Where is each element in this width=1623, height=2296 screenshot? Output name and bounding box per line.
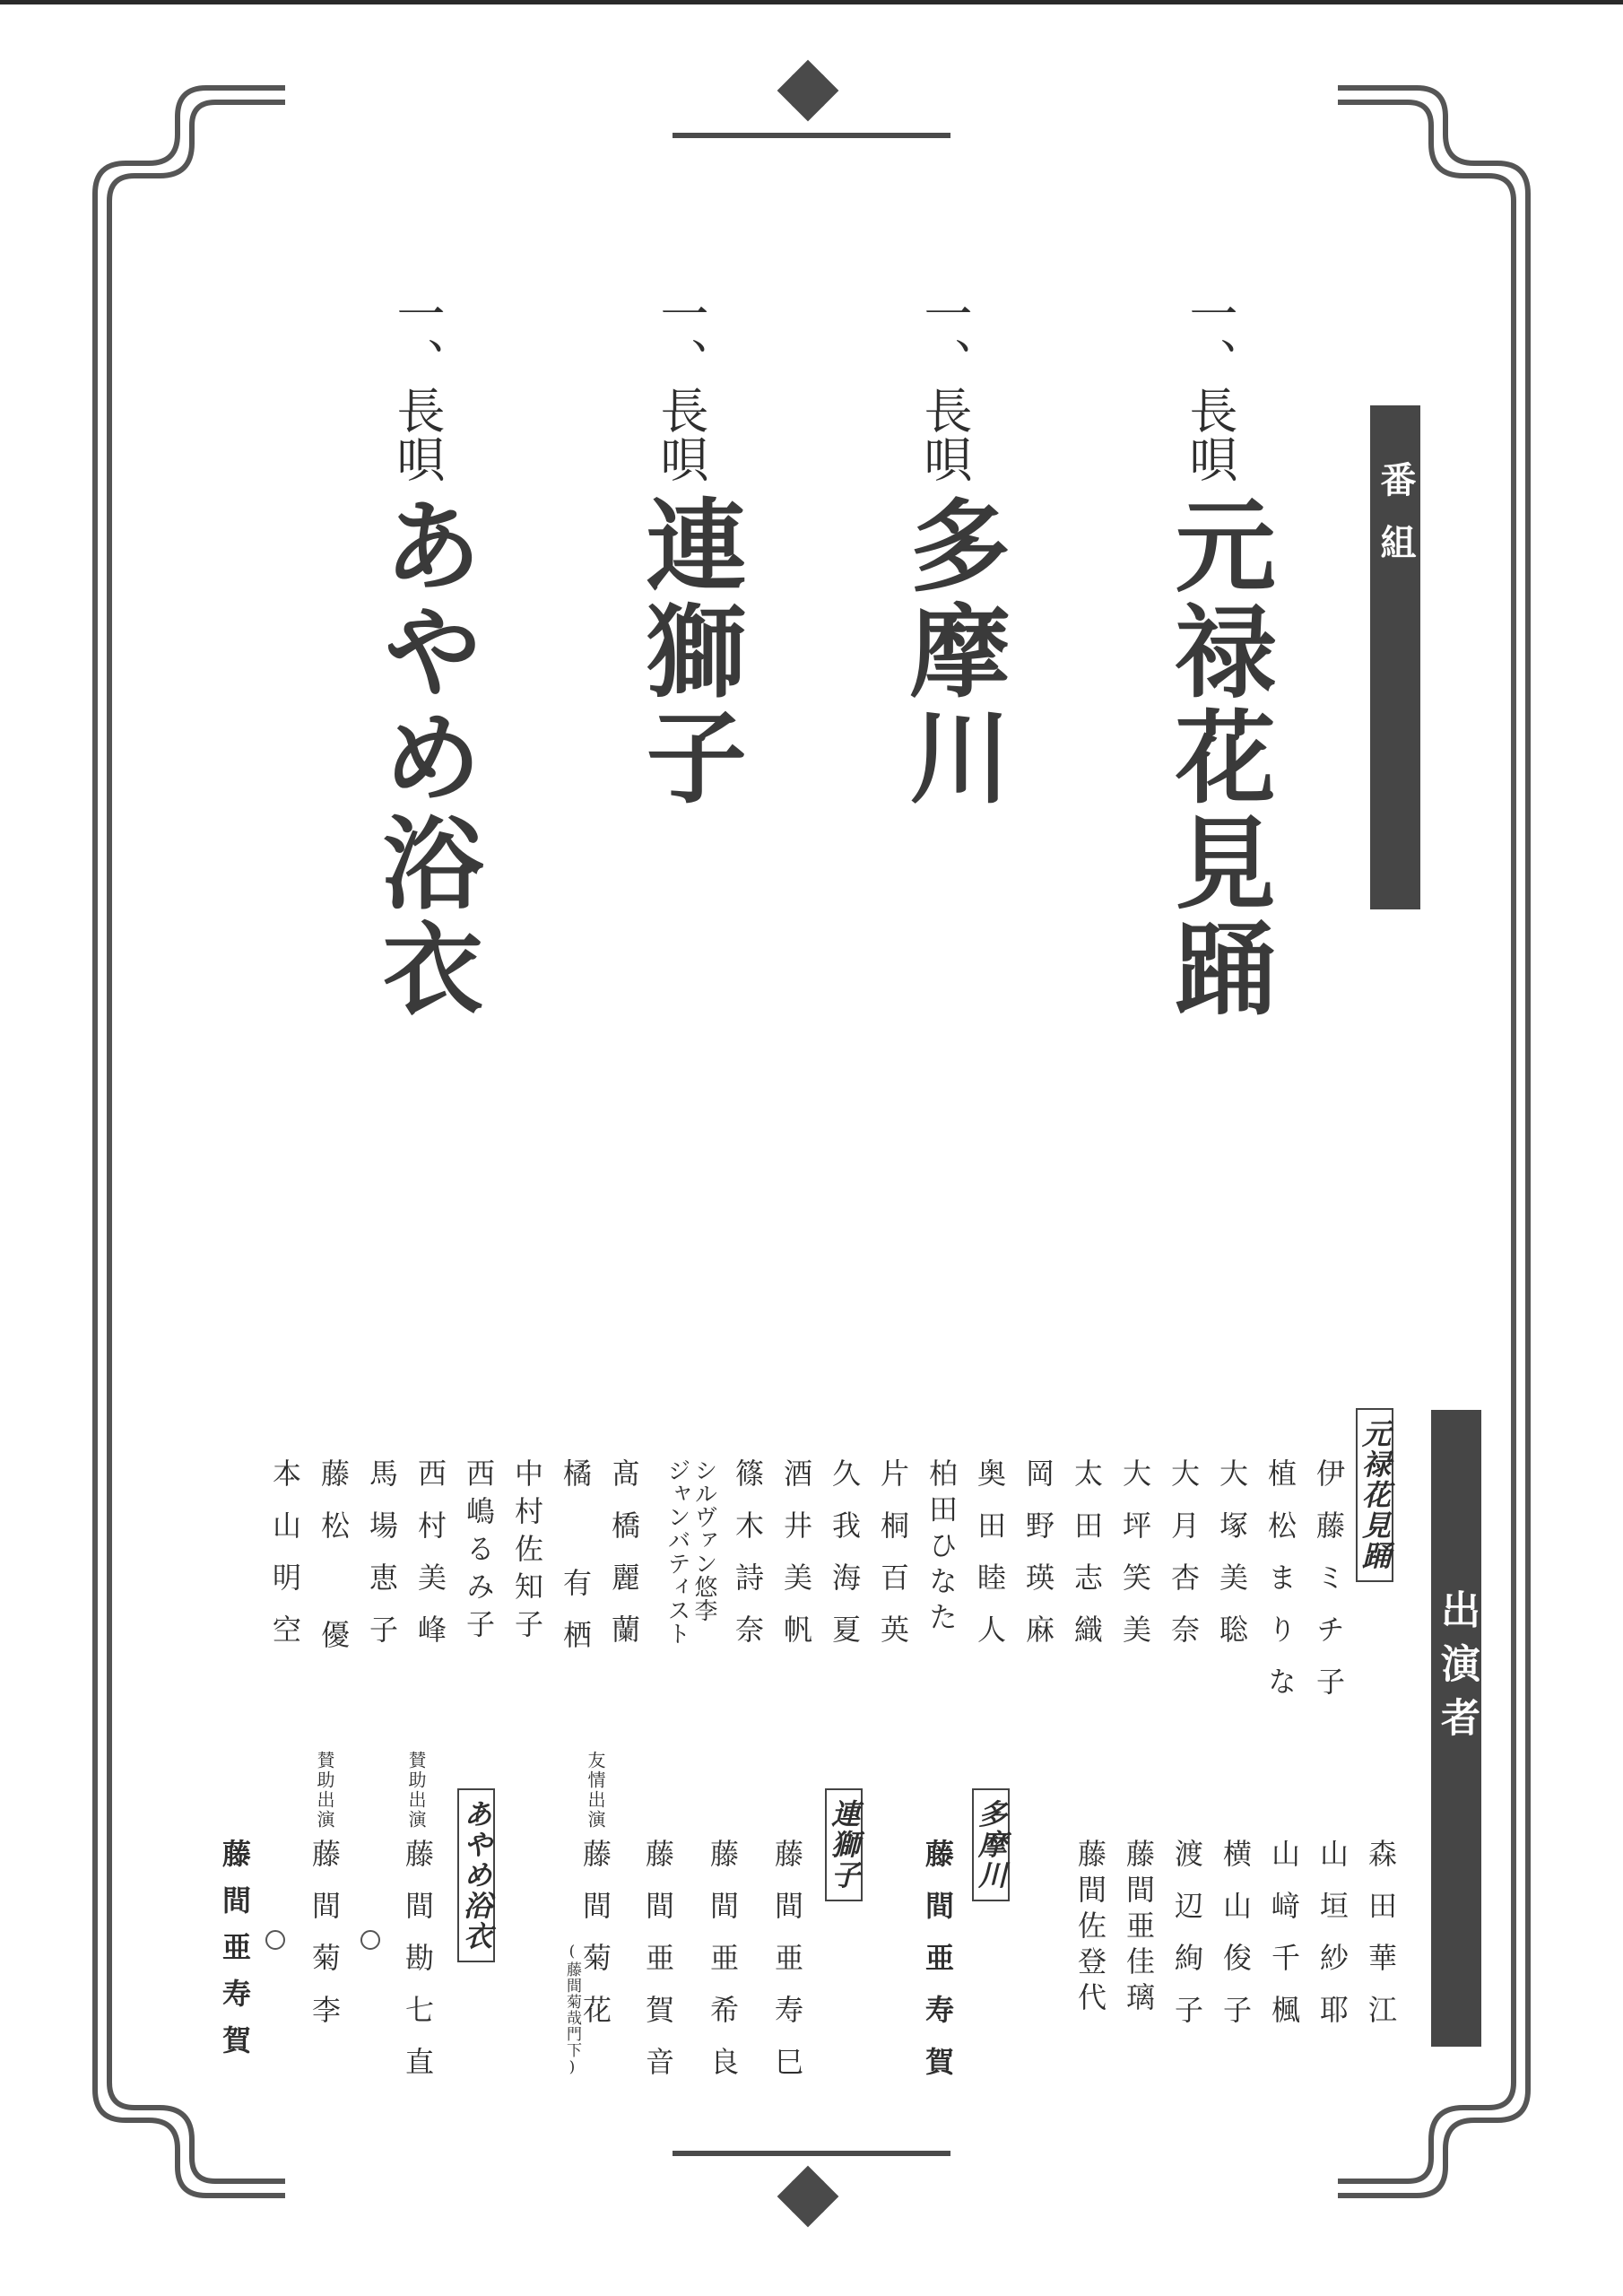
renjishi-label: 連獅子 (825, 1788, 863, 1901)
circle-mark (360, 1930, 380, 1950)
tamagawa-label: 多摩川 (972, 1788, 1010, 1901)
performer-name: 中村佐知子 (510, 1458, 544, 1647)
performer-name: シルヴァン悠李 (690, 1458, 717, 1622)
performer-name: 片桐百英 (876, 1458, 910, 1666)
performer-name: 藤間亜寿賀 (921, 1839, 955, 2099)
friendship-appearance-note: 友情出演 (585, 1751, 606, 1830)
performer-name: ジャンバティスト (664, 1458, 690, 1645)
performer-name: 森田華江 (1364, 1839, 1398, 2047)
performer-name: 横山俊子 (1219, 1839, 1253, 2047)
performer-name: 伊藤ミチ子 (1312, 1458, 1346, 1718)
performer-name: 藤間亜賀音 (641, 1839, 675, 2099)
performer-name: 山垣紗耶 (1315, 1839, 1350, 2047)
performer-name: 山﨑千楓 (1267, 1839, 1301, 2047)
performer-name: 藤間亜寿賀 (218, 1839, 252, 2072)
performer-name: 藤間亜希良 (706, 1839, 740, 2099)
performer-name: 大塚美聡 (1215, 1458, 1249, 1666)
circle-mark (265, 1930, 285, 1950)
performer-name: 西嶋るみ子 (462, 1458, 496, 1647)
program-item-4-num: 一、長唄 (389, 289, 446, 483)
genroku-label: 元禄花見踊 (1356, 1408, 1393, 1582)
program-item-2-title: 多摩川 (893, 493, 1011, 811)
performer-name: 藤間佐登代 (1073, 1839, 1107, 2018)
performer-name: 藤松 優 (317, 1458, 351, 1672)
program-item-3-title: 連獅子 (629, 493, 748, 811)
performer-name: 植松まりな (1263, 1458, 1298, 1718)
performer-name: 篠木詩奈 (731, 1458, 765, 1666)
performer-name: 馬場恵子 (365, 1458, 399, 1666)
program-item-4-title: あやめ浴衣 (366, 493, 484, 1022)
performer-name: 橘 有栖 (559, 1458, 593, 1672)
disciple-note: (藤間菊哉門下) (563, 1943, 581, 2077)
program-item-3-num: 一、長唄 (653, 289, 709, 483)
support-appearance-note: 賛助出演 (314, 1751, 335, 1830)
performer-name: 髙橋麗蘭 (607, 1458, 641, 1666)
performer-name: 藤間菊李 (308, 1839, 342, 2047)
performer-name: 岡野瑛麻 (1021, 1458, 1055, 1666)
performer-name: 藤間亜寿巳 (770, 1839, 804, 2099)
performer-name: 柏田ひなた (924, 1458, 959, 1638)
performer-name: 酒井美帆 (779, 1458, 813, 1666)
performer-name: 大月杏奈 (1167, 1458, 1201, 1666)
performer-name: 藤間勘七直 (401, 1839, 435, 2099)
performer-name: 西村美峰 (413, 1458, 447, 1666)
performer-name: 大坪笑美 (1118, 1458, 1152, 1666)
performer-name: 本山明空 (268, 1458, 302, 1666)
performers-heading: 出演者 (1431, 1410, 1481, 2047)
performer-name: 久我海夏 (828, 1458, 862, 1666)
ayame-label: あやめ浴衣 (457, 1788, 495, 1962)
performer-name: 奥田睦人 (973, 1458, 1007, 1666)
support-appearance-note: 賛助出演 (405, 1751, 427, 1830)
program-item-1-title: 元禄花見踊 (1159, 493, 1277, 1022)
program-item-1-num: 一、長唄 (1182, 289, 1238, 483)
performer-name: 藤間亜佳璃 (1122, 1839, 1156, 2018)
program-heading: 番組 (1370, 405, 1420, 909)
performer-name: 太田志織 (1070, 1458, 1104, 1666)
performer-name: 藤間菊花 (578, 1839, 612, 2047)
program-item-2-num: 一、長唄 (916, 289, 973, 483)
performer-name: 渡辺絢子 (1170, 1839, 1204, 2047)
